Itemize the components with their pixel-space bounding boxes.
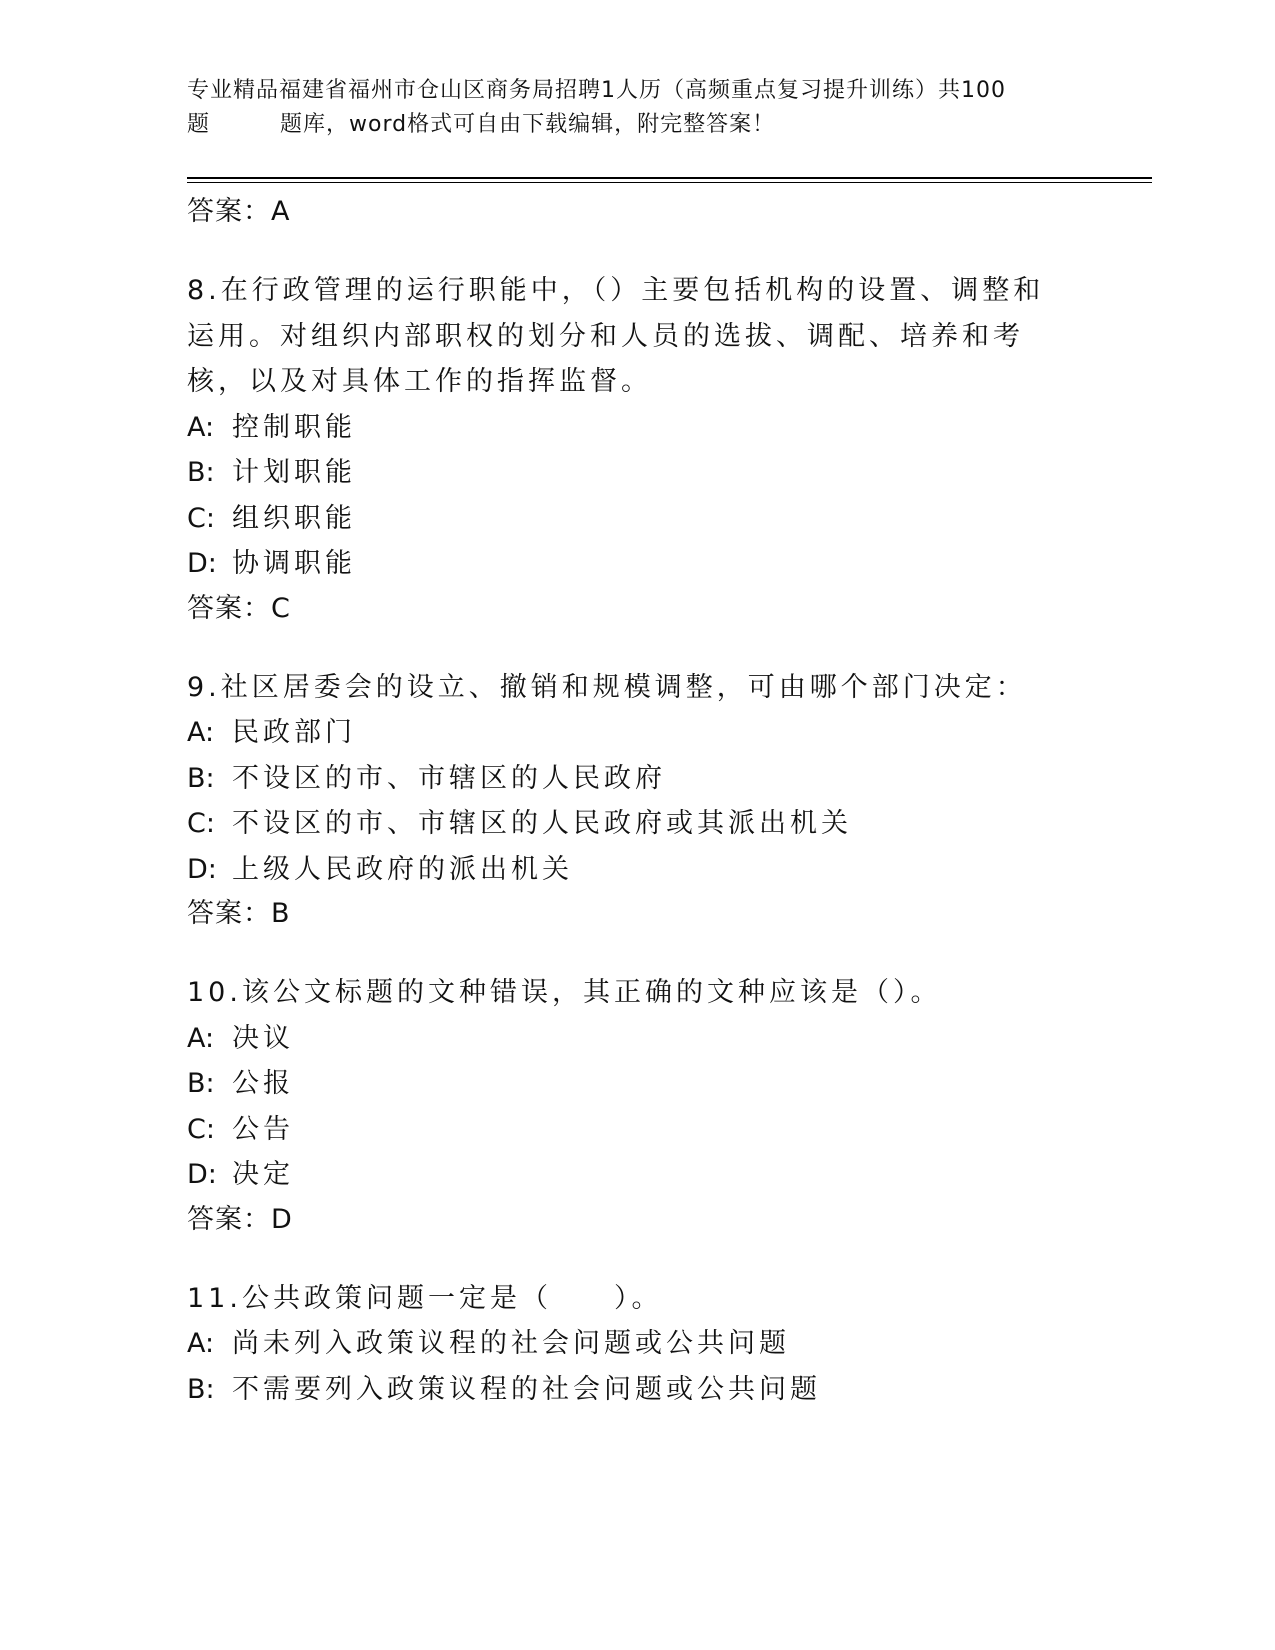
option-letter: D: — [187, 548, 217, 579]
option-letter: B: — [187, 1373, 215, 1405]
question-text: 8.在行政管理的运行职能中，（）主要包括机构的设置、调整和运用。对组织内部职权的划分和人员的选拔、调配、培养和考核，以及对具体工作的指挥监督。 — [187, 275, 1045, 397]
option-d — [187, 541, 1067, 587]
question-text: 10.该公文标题的文种错误，其正确的文种应该是（）。 — [187, 977, 942, 1008]
option-b — [187, 450, 1067, 496]
option-b — [187, 1061, 1067, 1107]
option-text: 上级人民政府的派出机关 — [232, 853, 573, 885]
option-text: 决议 — [232, 1022, 294, 1054]
option-a — [187, 405, 1067, 451]
option-text: 组织职能 — [232, 502, 356, 534]
question-item — [187, 1276, 1067, 1413]
option-b — [187, 756, 1067, 802]
option-d — [187, 847, 1067, 893]
option-letter: C: — [187, 808, 215, 839]
question-item — [187, 665, 1067, 937]
option-c — [187, 801, 1067, 847]
answer-label: 答案：D — [187, 1203, 293, 1235]
question-text: 9.社区居委会的设立、撤销和规模调整，可由哪个部门决定： — [187, 671, 1027, 703]
option-a — [187, 1016, 1067, 1062]
option-d — [187, 1152, 1067, 1198]
option-c — [187, 1107, 1067, 1153]
option-letter: A: — [187, 411, 215, 443]
header-title-line2-end: 题库，word格式可自由下载编辑，附完整答案！ — [280, 112, 776, 137]
option-letter: D: — [187, 853, 217, 885]
option-a — [187, 710, 1067, 756]
option-letter: B: — [187, 1068, 215, 1099]
question-list — [187, 190, 1067, 1412]
option-text: 不设区的市、市辖区的人民政府或其派出机关 — [232, 808, 852, 839]
option-text: 控制职能 — [232, 411, 356, 443]
option-a — [187, 1321, 1067, 1367]
option-letter: D: — [187, 1159, 217, 1190]
option-text: 不设区的市、市辖区的人民政府 — [232, 762, 666, 794]
option-c — [187, 496, 1067, 542]
question-item — [187, 268, 1067, 631]
option-text: 决定 — [232, 1159, 294, 1190]
question-text: 11.公共政策问题一定是（ ）。 — [187, 1282, 663, 1314]
option-text: 民政部门 — [232, 717, 356, 748]
option-text: 公告 — [232, 1113, 294, 1145]
option-letter: C: — [187, 502, 215, 534]
option-b — [187, 1367, 1067, 1413]
header-title-line2-start: 题 — [187, 112, 211, 137]
page-header — [187, 74, 1087, 142]
option-text: 协调职能 — [232, 548, 356, 579]
option-text: 尚未列入政策议程的社会问题或公共问题 — [232, 1328, 790, 1359]
header-divider-thick — [187, 177, 1152, 179]
option-letter: C: — [187, 1113, 215, 1145]
answer-label: 答案：C — [187, 592, 291, 624]
header-title-line2 — [187, 108, 1087, 142]
option-text: 计划职能 — [232, 457, 356, 488]
question-item — [187, 970, 1067, 1242]
option-letter: A: — [187, 717, 215, 748]
option-letter: A: — [187, 1328, 215, 1359]
answer-label: 答案：B — [187, 898, 291, 929]
header-title-line1: 专业精品福建省福州市仓山区商务局招聘1人历（高频重点复习提升训练）共100 — [187, 78, 1006, 103]
option-text: 不需要列入政策议程的社会问题或公共问题 — [232, 1373, 821, 1405]
option-letter: A: — [187, 1022, 215, 1054]
option-letter: B: — [187, 457, 215, 488]
header-divider-thin — [187, 182, 1152, 183]
option-text: 公报 — [232, 1068, 294, 1099]
option-letter: B: — [187, 762, 215, 794]
answer-label: 答案：A — [187, 196, 291, 227]
